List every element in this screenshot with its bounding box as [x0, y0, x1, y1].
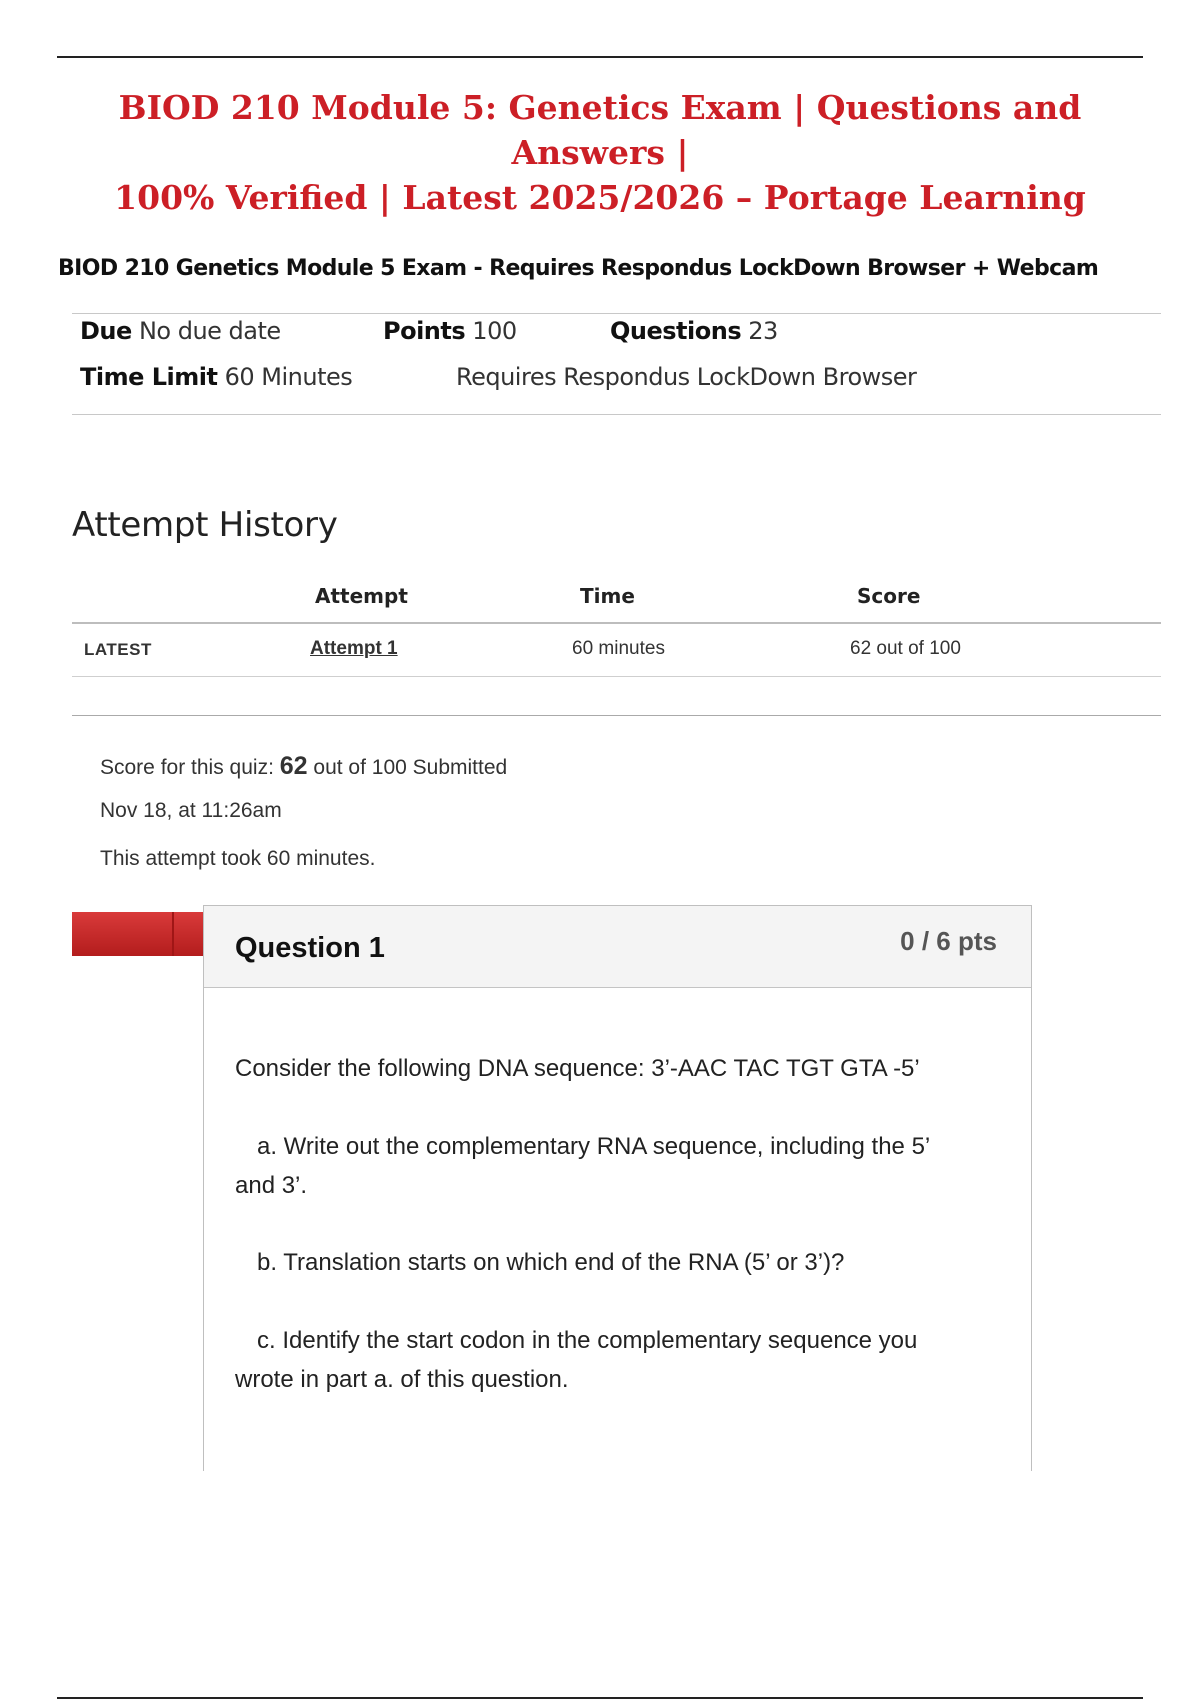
points-detail [383, 317, 517, 345]
document-title [60, 85, 1140, 220]
attempt-history-table [72, 570, 1161, 677]
column-header-time: Time [580, 584, 635, 608]
column-header-score: Score [857, 584, 921, 608]
latest-badge: LATEST [84, 640, 152, 659]
points-value: 100 [472, 317, 517, 345]
document-title-line1: BIOD 210 Module 5: Genetics Exam | Questions and Answers | [118, 88, 1082, 172]
attempt-1-link[interactable]: Attempt 1 [310, 638, 398, 659]
time-limit-detail [80, 363, 352, 391]
table-row [72, 624, 1161, 677]
question-card [203, 905, 1032, 1471]
questions-value: 23 [748, 317, 778, 345]
attempt-history-title: Attempt History [72, 505, 338, 545]
submitted-date: Nov 18, at 11:26am [100, 799, 282, 822]
bottom-rule [57, 1697, 1143, 1699]
due-value: No due date [138, 317, 281, 345]
score-value: 62 [279, 752, 308, 780]
points-label: Points [383, 317, 466, 345]
score-line [100, 752, 507, 781]
question-part-c-line1: c. Identify the start codon in the complementary sequence you [257, 1327, 918, 1354]
column-header-attempt: Attempt [315, 584, 408, 608]
question-prompt: Consider the following DNA sequence: 3’-AAC TAC TGT GTA -5’ [235, 1055, 920, 1082]
question-header [204, 906, 1031, 988]
due-detail [80, 317, 281, 345]
question-points: 0 / 6 pts [900, 926, 997, 956]
score-suffix: out of 100 Submitted [313, 756, 508, 779]
table-header-row [72, 570, 1161, 624]
question-part-b: b. Translation starts on which end of the RNA (5’ or 3’)? [257, 1249, 845, 1276]
attempt-score: 62 out of 100 [850, 638, 961, 659]
lockdown-note: Requires Respondus LockDown Browser [456, 363, 917, 391]
time-limit-value: 60 Minutes [224, 363, 353, 391]
exam-details [72, 313, 1161, 415]
time-limit-label: Time Limit [80, 363, 218, 391]
questions-label: Questions [610, 317, 742, 345]
flag-bar [72, 912, 212, 956]
question-part-a-line2: and 3’. [235, 1172, 308, 1199]
section-divider [72, 715, 1161, 716]
questions-detail [610, 317, 778, 345]
document-title-line2: 100% Verified | Latest 2025/2026 – Portage Learning [114, 178, 1086, 217]
question-part-c-line2: wrote in part a. of this question. [235, 1366, 569, 1393]
attempt-duration-note: This attempt took 60 minutes. [100, 847, 376, 870]
question-title: Question 1 [235, 932, 385, 964]
exam-heading: BIOD 210 Genetics Module 5 Exam - Requires Respondus LockDown Browser + Webcam [58, 256, 1099, 281]
question-part-a-line1: a. Write out the complementary RNA sequence, including the 5’ [257, 1133, 931, 1160]
attempt-time: 60 minutes [572, 638, 665, 659]
score-prefix: Score for this quiz: [100, 756, 274, 779]
flag-divider [172, 912, 174, 956]
due-label: Due [80, 317, 132, 345]
top-rule [57, 56, 1143, 58]
